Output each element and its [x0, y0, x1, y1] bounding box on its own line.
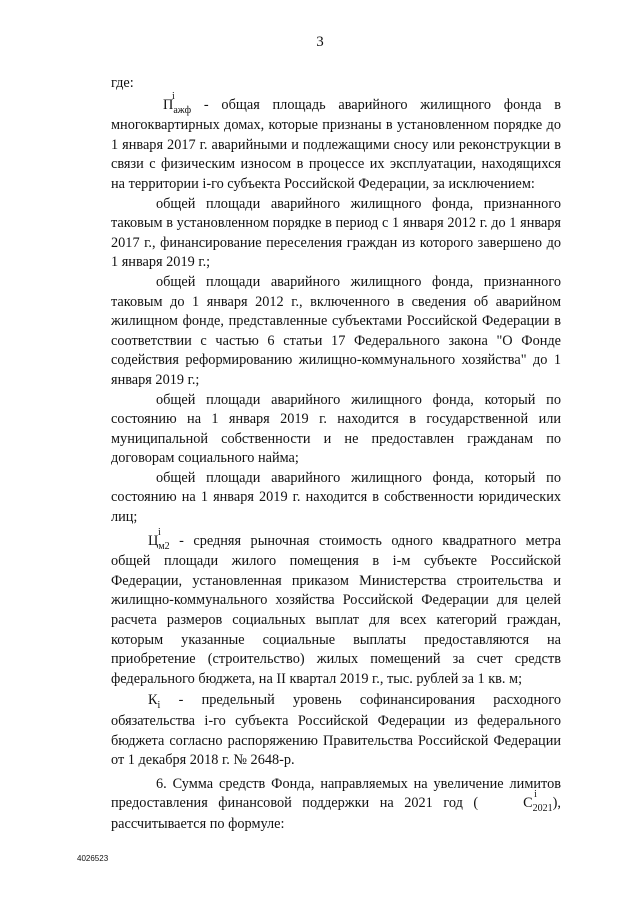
item-6-text-before: 6. Сумма средств Фонда, направляемых на увеличение лимитов предоставления финансовой поддержки на 2021 год ( [111, 775, 561, 812]
exception-2: общей площади аварийного жилищного фонда, признанного таковым до 1 января 2012 г., включенного в сведения об аварийном жилищном фонде, представленные субъектами Российской Федерации в соответствии с частью 6 статьи 17 Федерального закона "О Фонде содействия реформированию жилищно-коммунального хозяйства" до 1 января 2019 г.; [111, 273, 561, 388]
definition-area [111, 90, 561, 195]
definition-price-text: - средняя рыночная стоимость одного квадратного метра общей площади жилого помещения в i-м субъекте Российской Федерации, установленная приказом Министерства строительства и жилищно-коммунального хозяйства Российской Федерации для целей расчета размеров социальных выплат для всех категорий граждан, которым указанные социальные выплаты предоставляются на приобретение (строительство) жилых помещений за счет средств федерального бюджета, на II квартал 2019 г., тыс. рублей за 1 кв. м; [111, 532, 561, 687]
document-id: 4026523 [77, 854, 109, 863]
symbol-area: П i $_{ажф}$ [163, 90, 192, 116]
symbol-coefficient: $К_i$ [148, 692, 161, 712]
page-number: 3 [316, 34, 324, 50]
symbol-sum-2021: С i $_{2021}$ [523, 789, 553, 815]
where-label: где: [111, 75, 134, 91]
document-body [111, 74, 561, 835]
definition-coefficient-text: - предельный уровень софинансирования расходного обязательства i-го субъекта Российской Федерации из федерального бюджета согласно распоряжению Правительства Российской Федерации от 1 декабря 2018 г. № 2648-р. [111, 692, 561, 769]
exception-3: общей площади аварийного жилищного фонда, который по состоянию на 1 января 2019 г. находится в государственной или муниципальной собственности и не предоставлен гражданам по договорам социального найма; [111, 391, 561, 467]
item-6 [111, 775, 561, 835]
definition-area-text: - общая площадь аварийного жилищного фонда в многоквартирных домах, которые признаны в установленном порядке до 1 января 2017 г. аварийными и подлежащими сносу или реконструкции в связи с физическим износом в процессе их эксплуатации, находящихся на территории i-го субъекта Российской Федерации, за исключением: [111, 96, 561, 192]
exception-4: общей площади аварийного жилищного фонда, который по состоянию на 1 января 2019 г. находится в собственности юридических лиц; [111, 469, 561, 526]
item-6-text-after: ), рассчитывается по формуле: [111, 795, 561, 832]
exception-1: общей площади аварийного жилищного фонда, признанного таковым в установленном порядке в период с 1 января 2012 г. до 1 января 2017 г., финансирование переселения граждан из которого завершено до 1 января 2019 г.; [111, 195, 561, 271]
definition-coefficient [111, 691, 561, 770]
symbol-price: Ц i $_{м2}$ [148, 526, 170, 552]
definition-price [111, 526, 561, 690]
